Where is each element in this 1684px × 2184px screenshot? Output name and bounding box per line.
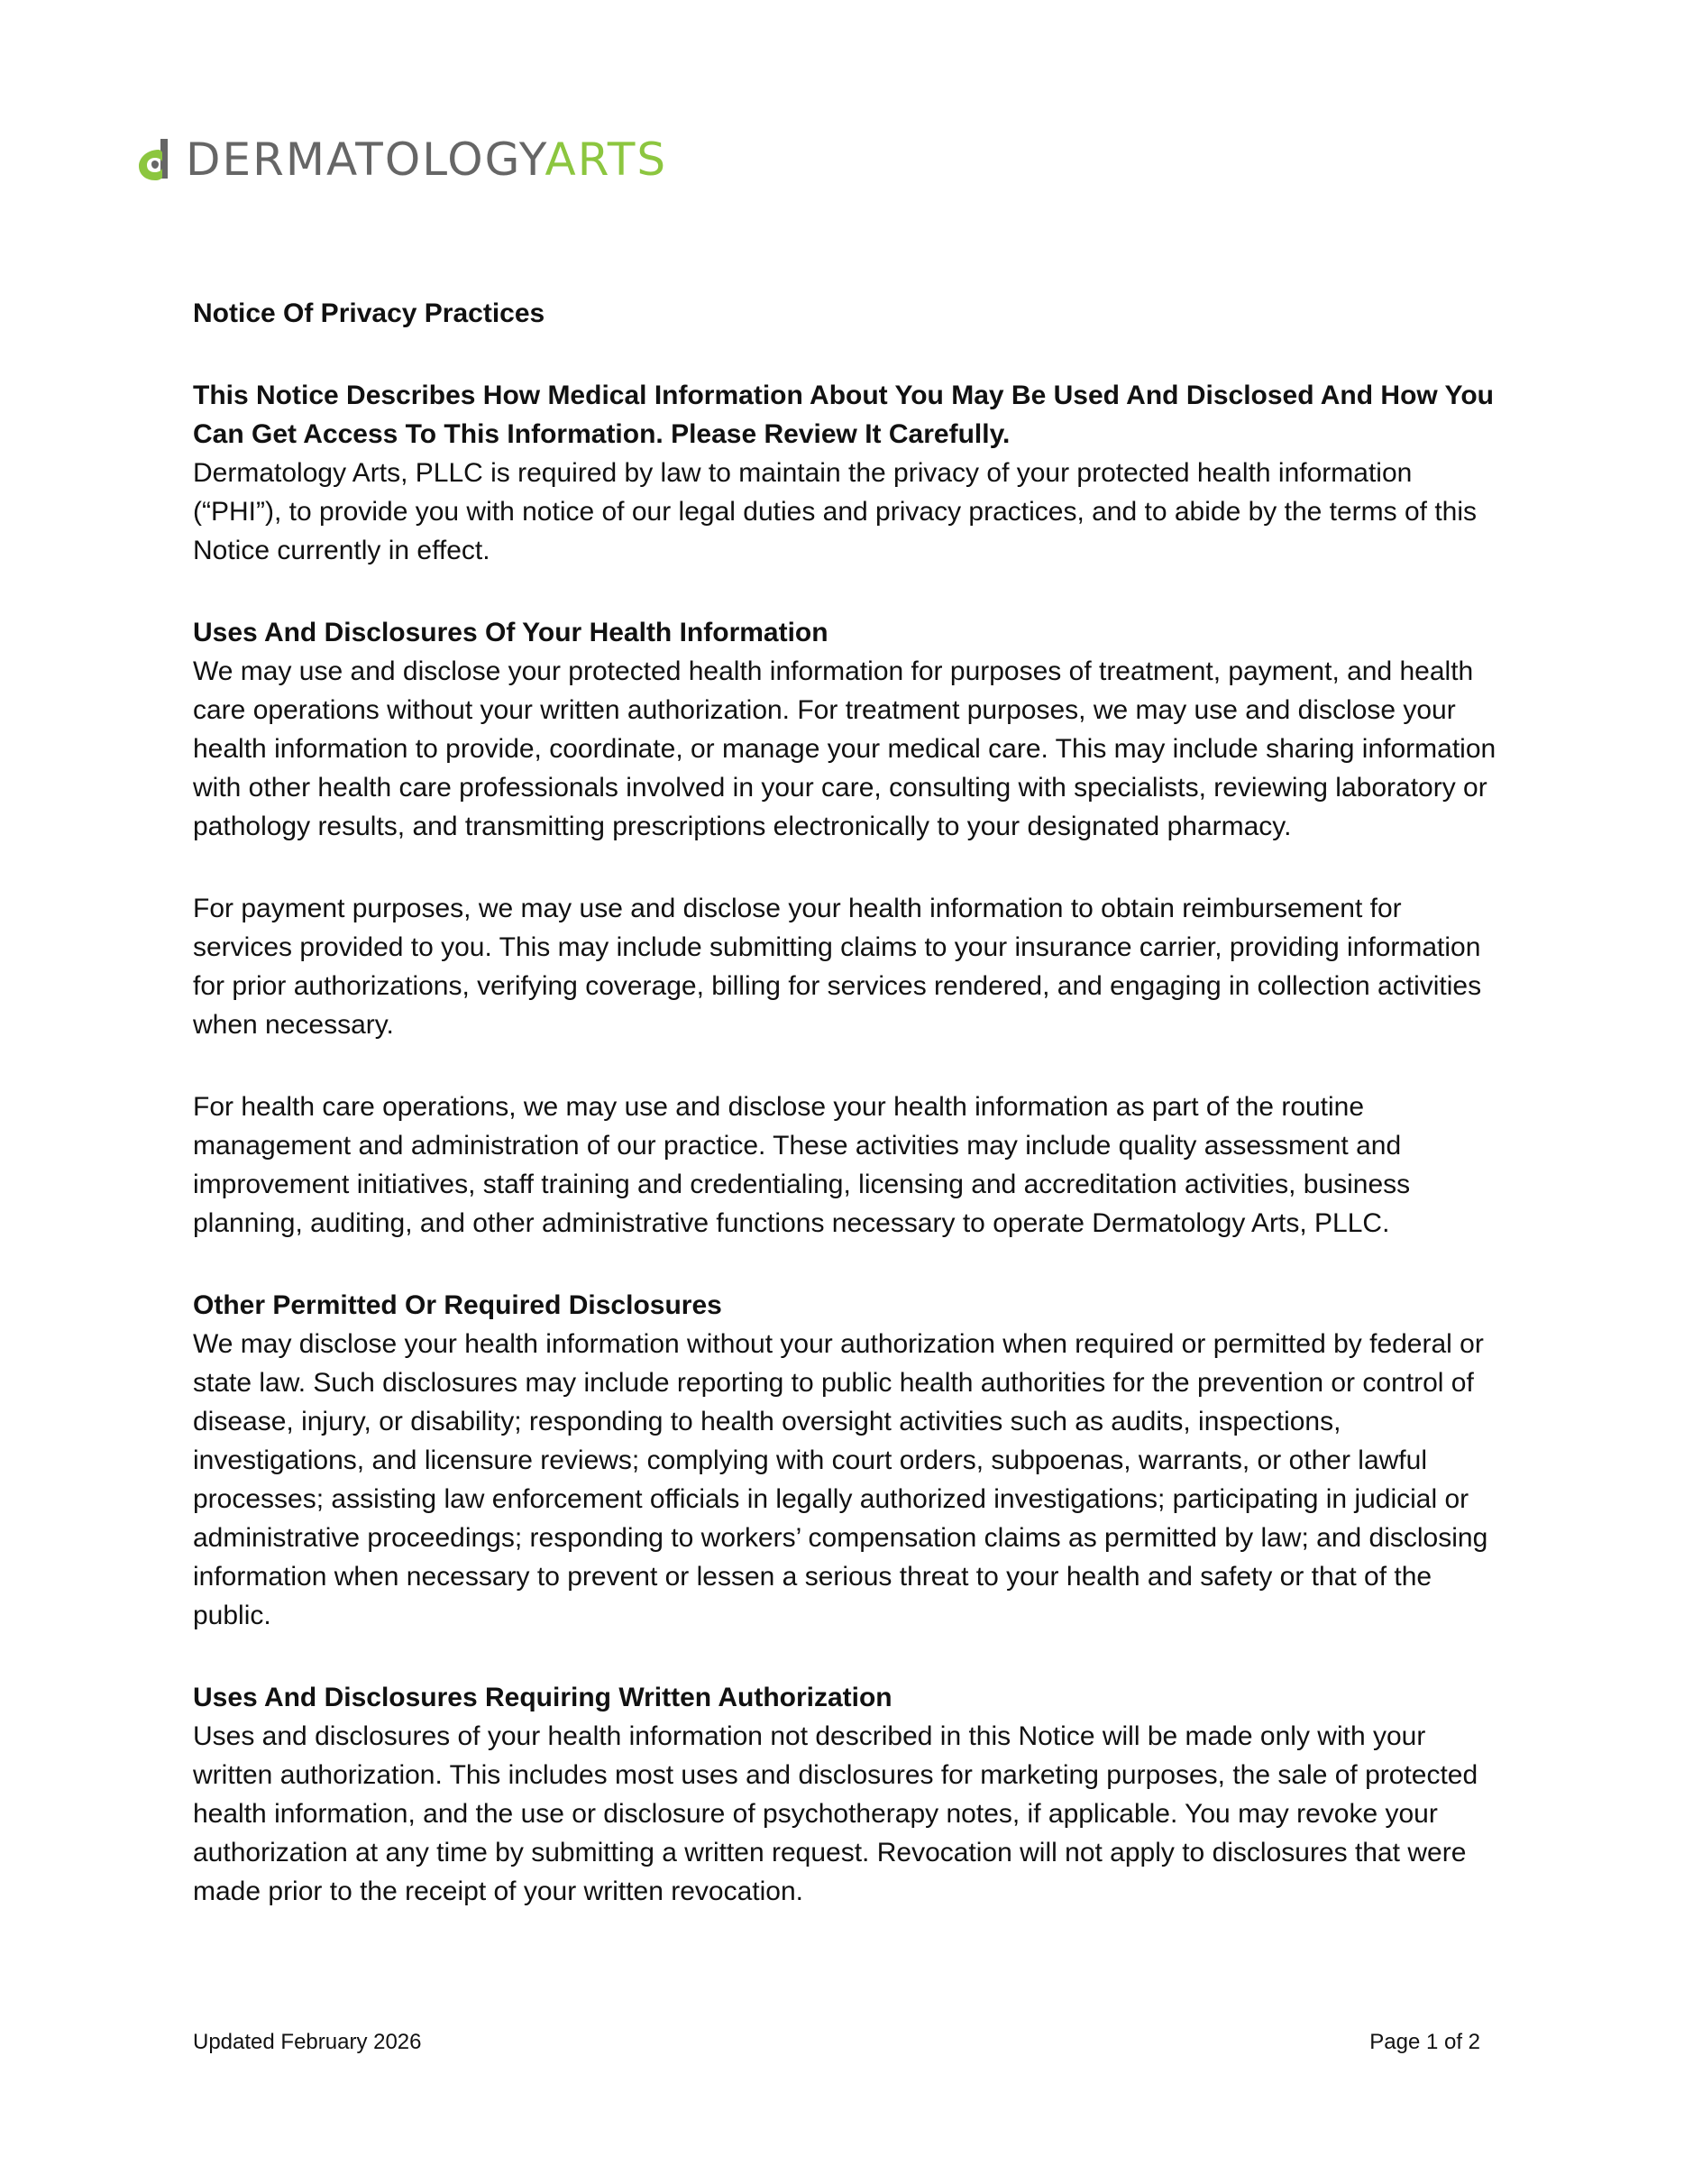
page-title: Notice Of Privacy Practices bbox=[193, 298, 545, 328]
section-paragraph: We may use and disclose your protected health information for purposes of treatment, payment, and health care operations without your written authorization. For treatment purposes, we may use and disclose your health information to provide, coordinate, or manage your medical care. This may include sharing information with other health care professionals involved in your care, consulting with specialists, reviewing laboratory or pathology results, and transmitting prescriptions electronically to your designated pharmacy. bbox=[193, 656, 1496, 841]
section-paragraph: For payment purposes, we may use and disclose your health information to obtain reimbursement for services provided to you. This may include submitting claims to your insurance carrier, providing information for prior authorizations, verifying coverage, billing for services rendered, and engaging in collection activities when necessary. bbox=[193, 894, 1482, 1040]
section-heading: Uses And Disclosures Of Your Health Information bbox=[193, 618, 828, 647]
logo-text-dermatology: DERMATOLOGY bbox=[186, 133, 545, 186]
document-body bbox=[193, 294, 1502, 1911]
notice-lead: This Notice Describes How Medical Information About You May Be Used And Disclosed And How You Can Get Access To This Information. Please Review It Carefully. bbox=[193, 381, 1494, 449]
section-heading: Uses And Disclosures Requiring Written Authorization bbox=[193, 1683, 892, 1712]
section-heading: Other Permitted Or Required Disclosures bbox=[193, 1290, 722, 1320]
section-paragraph: For health care operations, we may use and disclose your health information as part of the routine management and administration of our practice. These activities may include quality assessment and improvement initiatives, staff training and credentialing, licensing and accreditation activities, business planning, auditing, and other administrative functions necessary to operate Dermatology Arts, PLLC. bbox=[193, 1092, 1411, 1238]
footer-updated-date: Updated February 2026 bbox=[193, 2030, 422, 2054]
dermatology-arts-logo-mark-icon bbox=[137, 137, 180, 182]
section-paragraph: Uses and disclosures of your health information not described in this Notice will be made only with your written authorization. This includes most uses and disclosures for marketing purposes, the sale of protected health information, and the use or disclosure of psychotherapy notes, if applicable. You may revoke your authorization at any time by submitting a written request. Revocation will not apply to disclosures that were made prior to the receipt of your written revocation. bbox=[193, 1721, 1478, 1906]
logo-wordmark bbox=[186, 133, 668, 186]
intro-paragraph: Dermatology Arts, PLLC is required by law to maintain the privacy of your protected health information (“PHI”), to provide you with notice of our legal duties and privacy practices, and to abide by the terms of this Notice currently in effect. bbox=[193, 458, 1478, 565]
brand-logo bbox=[137, 133, 667, 186]
section-paragraph: We may disclose your health information without your authorization when required or permitted by federal or state law. Such disclosures may include reporting to public health authorities for the prevention or control of disease, injury, or disability; responding to health oversight activities such as audits, inspections, investigations, and licensure reviews; complying with court orders, subpoenas, warrants, or other lawful processes; assisting law enforcement officials in legally authorized investigations; participating in judicial or administrative proceedings; responding to workers’ compensation claims as permitted by law; and disclosing information when necessary to prevent or lessen a serious threat to your health and safety or that of the public. bbox=[193, 1329, 1488, 1630]
footer-page-number: Page 1 of 2 bbox=[1369, 2030, 1480, 2054]
logo-text-arts: ARTS bbox=[545, 133, 668, 186]
